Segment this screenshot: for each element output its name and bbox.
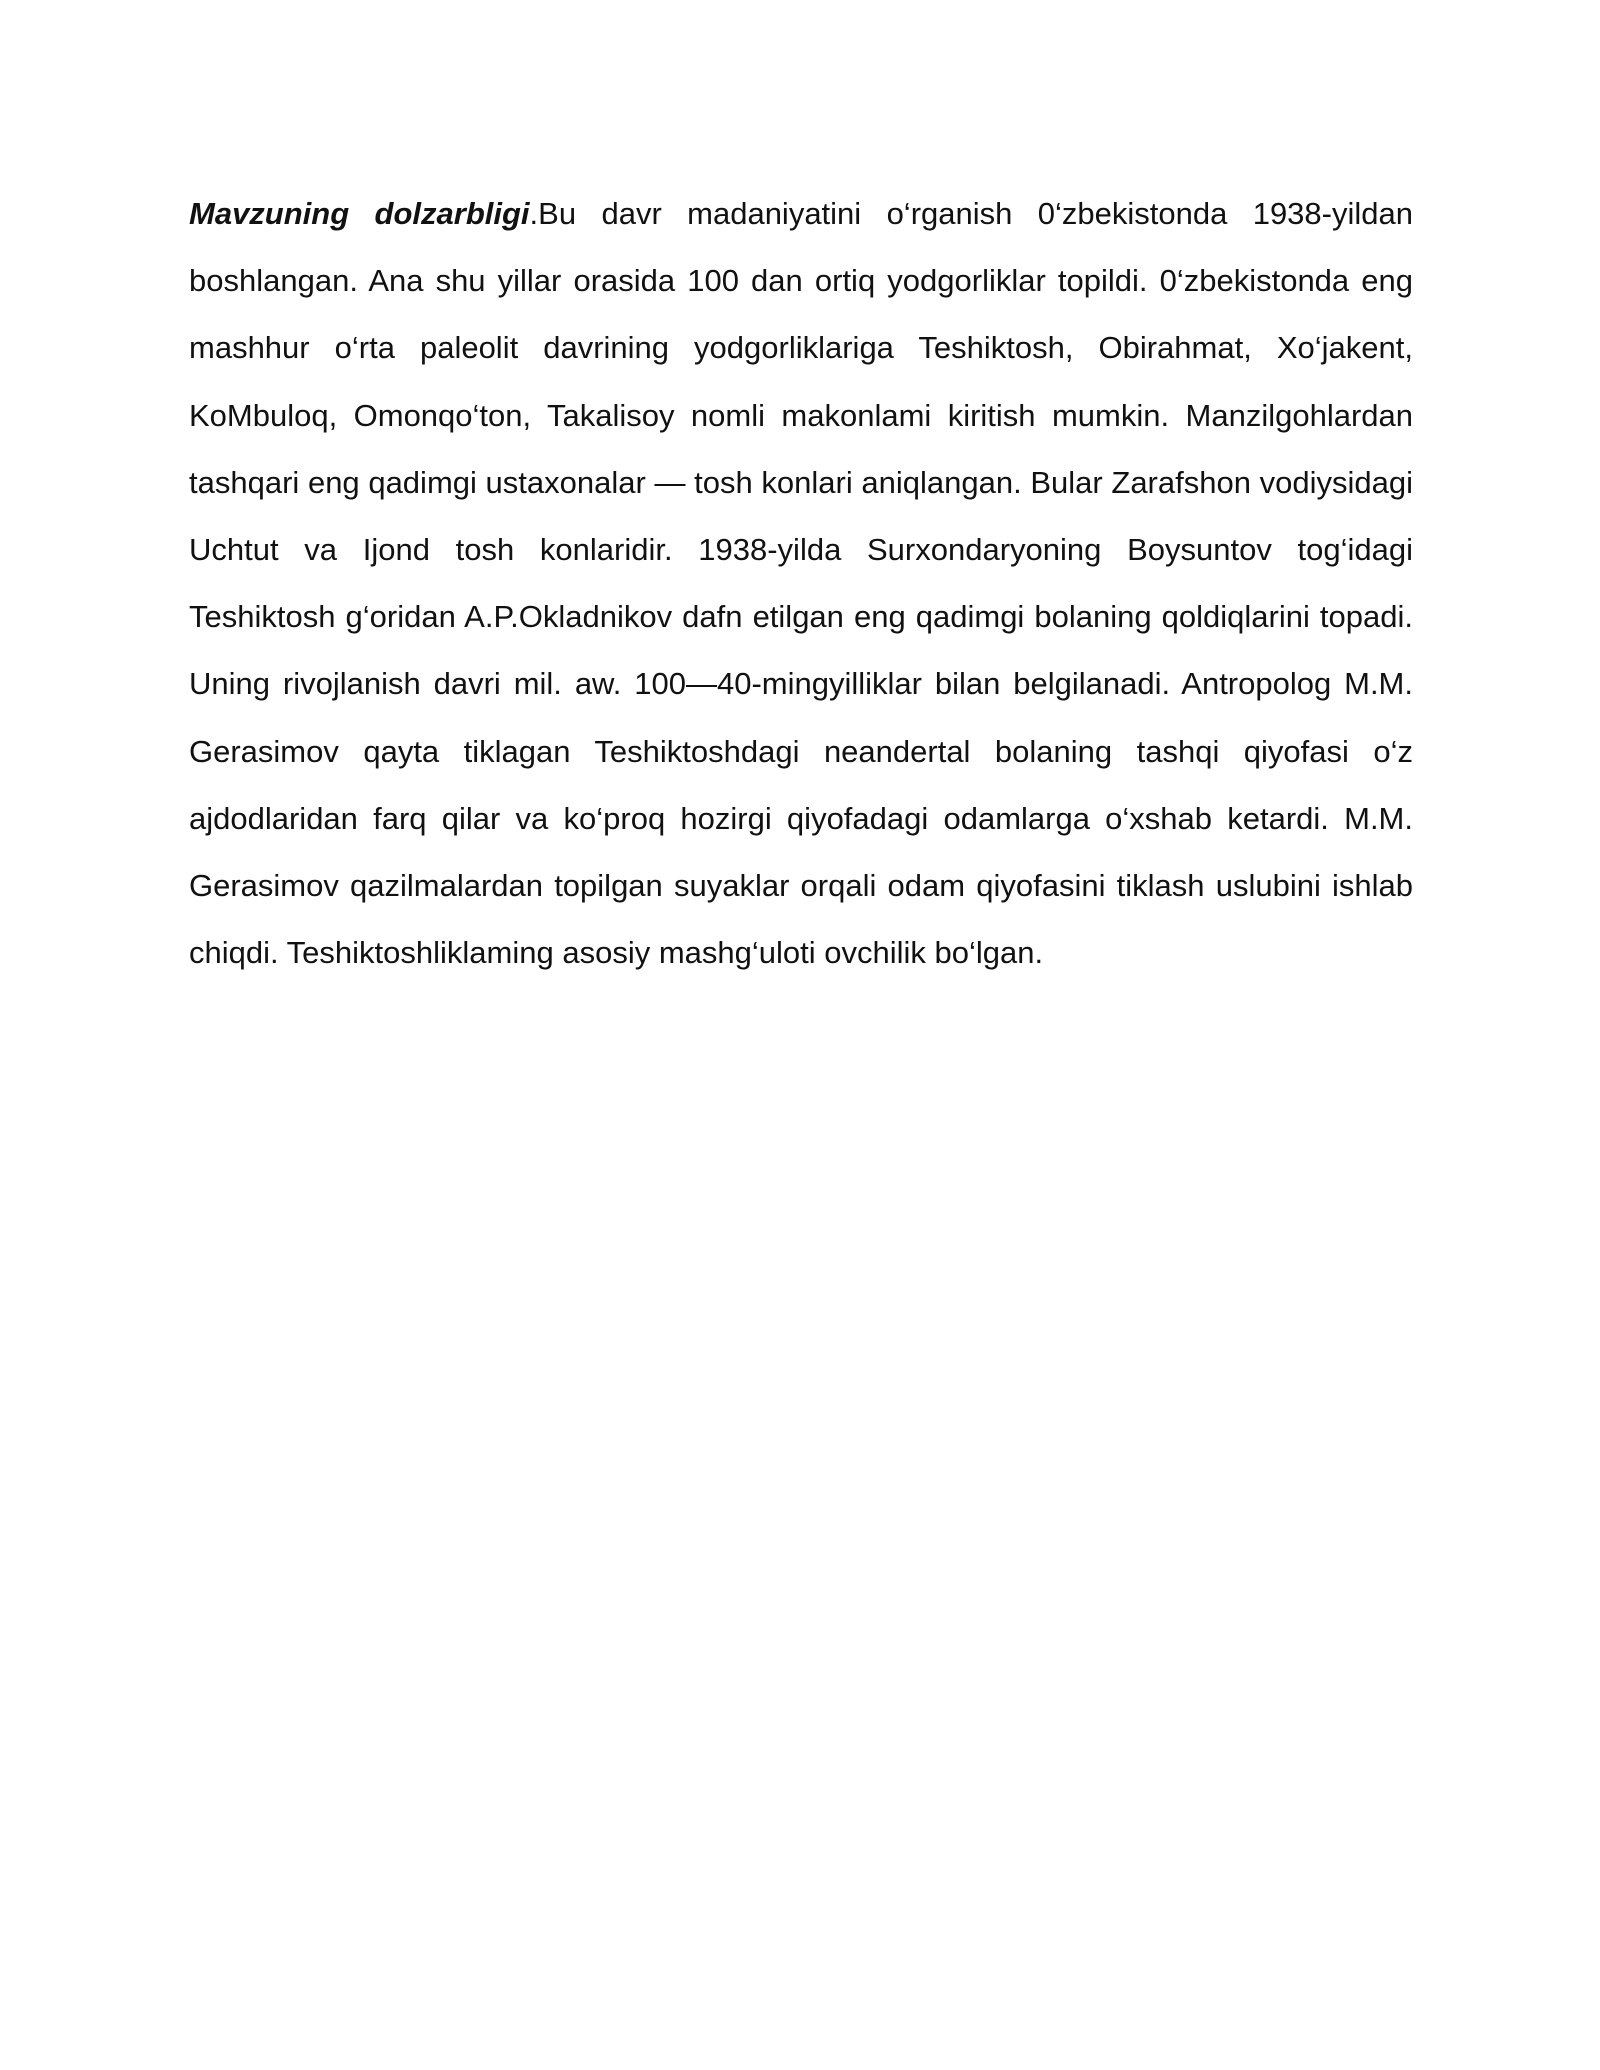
paragraph-text: .Bu davr madaniyatini o‘rganish 0‘zbekistonda 1938-yildan boshlangan. Ana shu yillar orasida 100 dan ortiq yodgorliklar topildi. 0‘zbekistonda eng mashhur o‘rta paleolit davrining yodgorliklariga Teshiktosh, Obirahmat, Xo‘jakent, KoMbuloq, Omonqo‘ton, Takalisoy nomli makonlami kiritish mumkin. Manzilgohlardan tashqari eng qadimgi ustaxonalar — tosh konlari aniqlangan. Bular Zarafshon vodiysidagi Uchtut va Ijond tosh konlaridir. 1938-yilda Surxondaryoning Boysuntov tog‘idagi Teshiktosh g‘oridan A.P.Okladnikov dafn etilgan eng qadimgi bolaning qoldiqlarini topadi. Uning rivojlanish davri mil. aw. 100—40-mingyilliklar bilan belgilanadi. Antropolog M.M. Gerasimov qayta tiklagan Teshiktoshdagi neandertal bolaning tashqi qiyofasi o‘z ajdodlaridan farq qilar va ko‘proq hozirgi qiyofadagi odamlarga o‘xshab ketardi. M.M. Gerasimov qazilmalardan topilgan suyaklar orqali odam qiyofasini tiklash uslubini ishlab chiqdi. Teshiktoshliklaming asosiy mashg‘uloti ovchilik bo‘lgan. <box>189 196 1413 971</box>
body-paragraph <box>189 180 1413 986</box>
paragraph-heading: Mavzuning dolzarbligi <box>189 196 530 231</box>
